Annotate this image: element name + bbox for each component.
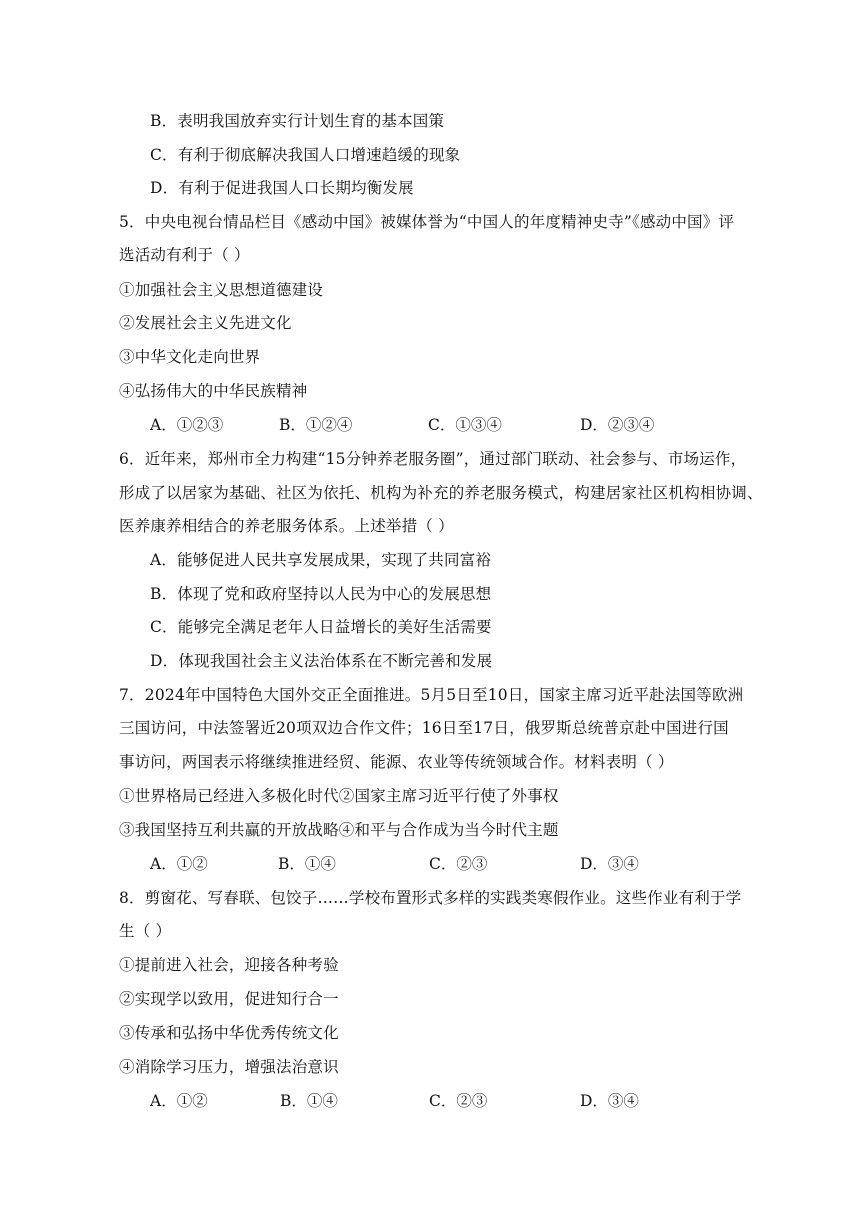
q8-choice-c: C．②③ [429,1092,488,1110]
q8-stem-line-2: 生（ ） [119,922,172,940]
q5-item-1: ①加强社会主义思想道德建设 [119,281,324,299]
q5-choice-b: B．①②④ [279,416,353,434]
q8-stem-line-1: 8．剪窗花、写春联、包饺子……学校布置形式多样的实践类寒假作业。这些作业有利于学 [119,889,742,907]
q6-option-a: A．能够促进人民共享发展成果，实现了共同富裕 [150,551,492,569]
q4-option-b: B．表明我国放弃实行计划生育的基本国策 [150,112,445,130]
q5-choice-c: C．①③④ [428,416,502,434]
q8-item-1: ①提前进入社会，迎接各种考验 [119,956,339,974]
q7-choice-b: B．①④ [278,855,336,873]
q7-choice-c: C．②③ [429,855,488,873]
q5-item-3: ③中华文化走向世界 [119,348,261,366]
q7-choice-d: D．③④ [580,855,639,873]
q6-stem-line-2: 形成了以居家为基础、社区为依托、机构为补充的养老服务模式，构建居家社区机构相协调、 [119,484,763,502]
q8-item-3: ③传承和弘扬中华优秀传统文化 [119,1024,339,1042]
q6-stem-line-3: 医养康养相结合的养老服务体系。上述举措（ ） [119,517,454,535]
q6-option-b: B．体现了党和政府坚持以人民为中心的发展思想 [150,585,492,603]
q7-stem-line-3: 事访问，两国表示将继续推进经贸、能源、农业等传统领域合作。材料表明（ ） [119,753,674,771]
q4-option-c: C．有利于彻底解决我国人口增速趋缓的现象 [150,146,461,164]
q6-stem-line-1: 6．近年来，郑州市全力构建“15分钟养老服务圈”，通过部门联动、社会参与、市场运作， [119,450,747,468]
q8-item-4: ④消除学习压力，增强法治意识 [119,1058,339,1076]
q8-choice-b: B．①④ [280,1092,338,1110]
q8-choice-a: A．①② [150,1092,208,1110]
q4-option-d: D．有利于促进我国人口长期均衡发展 [150,179,414,197]
q6-option-d: D．体现我国社会主义法治体系在不断完善和发展 [150,652,493,670]
q5-stem-line-2: 选活动有利于（ ） [119,246,250,264]
q7-stem-line-1: 7．2024年中国特色大国外交正全面推进。5月5日至10日，国家主席习近平赴法国等欧洲 [119,686,744,704]
q5-choice-a: A．①②③ [150,416,224,434]
q7-choice-a: A．①② [150,855,208,873]
q7-item-line-2: ③我国坚持互利共赢的开放战略④和平与合作成为当今时代主题 [119,821,559,839]
q6-option-c: C．能够完全满足老年人日益增长的美好生活需要 [150,618,492,636]
q5-stem-line-1: 5．中央电视台情品栏目《感动中国》被媒体誉为“中国人的年度精神史寺”《感动中国》评 [119,213,735,231]
q5-choice-d: D．②③④ [580,416,655,434]
q8-item-2: ②实现学以致用，促进知行合一 [119,990,339,1008]
q7-stem-line-2: 三国访问，中法签署近20项双边合作文件；16日至17日，俄罗斯总统普京赴中国进行国 [119,719,729,737]
q5-item-4: ④弘扬伟大的中华民族精神 [119,382,308,400]
q7-item-line-1: ①世界格局已经进入多极化时代②国家主席习近平行使了外事权 [119,787,559,805]
q5-item-2: ②发展社会主义先进文化 [119,314,292,332]
q8-choice-d: D．③④ [580,1092,639,1110]
